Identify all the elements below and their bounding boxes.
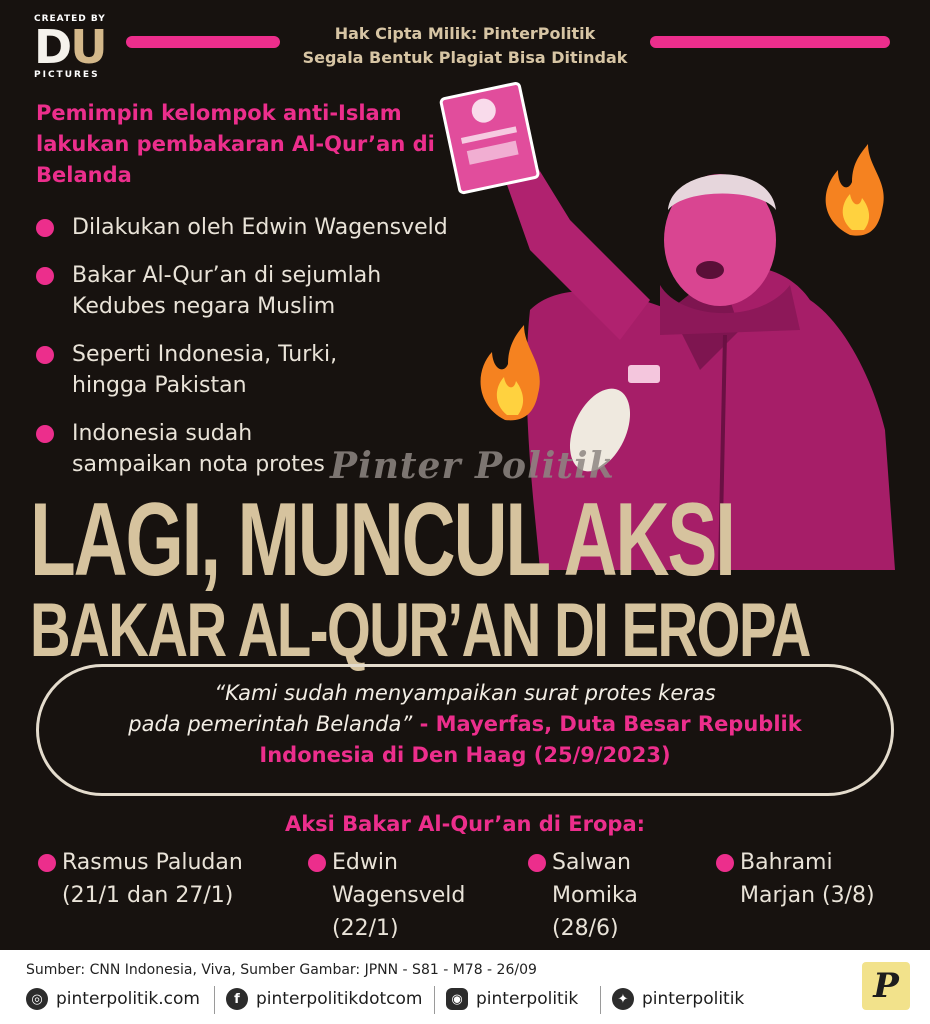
pinterpolitik-watermark: Pinter Politik: [330, 445, 615, 487]
europe-item-line: (28/6): [552, 916, 619, 941]
bullet-dot: [36, 219, 54, 237]
europe-item-line: Wagensveld: [332, 883, 466, 908]
quote-line1: “Kami sudah menyampaikan surat protes keras: [214, 681, 716, 705]
quran-book: [440, 83, 538, 194]
logo-mark: [34, 20, 114, 74]
europe-item-line: (22/1): [332, 916, 399, 941]
europe-item: [38, 846, 278, 912]
bullet-dot: [308, 854, 326, 872]
du-pictures-logo: [34, 14, 114, 86]
bullet-text: Dilakukan oleh Edwin Wagensveld: [72, 215, 448, 240]
quote-text: [60, 678, 870, 771]
social-twitter[interactable]: [612, 988, 744, 1010]
facebook-icon: f: [226, 988, 248, 1010]
bullet-item: [36, 212, 496, 243]
footer-divider: [214, 986, 215, 1014]
source-credits: Sumber: CNN Indonesia, Viva, Sumber Gambar: JPNN - S81 - M78 - 26/09: [26, 962, 537, 978]
twitter-icon: ✦: [612, 988, 634, 1010]
social-label: pinterpolitikdotcom: [256, 989, 423, 1009]
copyright-line1: Hak Cipta Milik: PinterPolitik: [334, 24, 596, 43]
copyright-notice: [280, 22, 650, 70]
europe-item-line: Marjan (3/8): [740, 883, 875, 908]
quote-line2-italic: pada pemerintah Belanda”: [128, 712, 413, 736]
bullet-text: Bakar Al-Qur’an di sejumlah: [72, 263, 382, 288]
social-label: pinterpolitik: [476, 989, 579, 1009]
europe-item-line: Rasmus Paludan: [62, 850, 243, 875]
bullet-item: [36, 339, 496, 401]
bullet-item: [36, 260, 496, 322]
footer-divider: [434, 986, 435, 1014]
bullet-text: Seperti Indonesia, Turki,: [72, 342, 338, 367]
bullet-dot: [36, 425, 54, 443]
europe-item-line: Momika: [552, 883, 638, 908]
quote-attribution: - Mayerfas, Duta Besar Republik: [412, 712, 802, 736]
headline-line2: BAKAR AL-QUR’AN DI EROPA: [30, 588, 810, 673]
logo-mark-u: U: [70, 20, 106, 74]
bullet-text: hingga Pakistan: [72, 373, 247, 398]
headline-line1: LAGI, MUNCUL AKSI: [30, 482, 734, 598]
bullet-dot: [36, 267, 54, 285]
social-website[interactable]: [26, 988, 200, 1010]
logo-mark-d: D: [34, 20, 71, 74]
social-instagram[interactable]: [446, 988, 578, 1010]
bullet-dot: [716, 854, 734, 872]
copyright-line2: Segala Bentuk Plagiat Bisa Ditindak: [302, 48, 628, 67]
quote-attribution-line2: Indonesia di Den Haag (25/9/2023): [259, 743, 671, 767]
bullet-text: Indonesia sudah: [72, 421, 253, 446]
pinterpolitik-logo: P: [862, 962, 910, 1010]
instagram-icon: ◉: [446, 988, 468, 1010]
bullet-text: Kedubes negara Muslim: [72, 294, 336, 319]
europe-list-title: Aksi Bakar Al-Qur’an di Eropa:: [284, 812, 646, 836]
bullet-dot: [528, 854, 546, 872]
footer-divider: [600, 986, 601, 1014]
intro-text: Pemimpin kelompok anti-Islam lakukan pembakaran Al-Qur’an di Belanda: [36, 101, 435, 187]
header-bar-right: [650, 36, 890, 48]
headline: [30, 482, 900, 673]
europe-item-line: Salwan: [552, 850, 631, 875]
logo-top-text: CREATED BY: [34, 14, 106, 24]
bullet-dot: [38, 854, 56, 872]
europe-item: [308, 846, 508, 945]
social-facebook[interactable]: [226, 988, 422, 1010]
header-bar-left: [126, 36, 280, 48]
social-label: pinterpolitik.com: [56, 989, 200, 1009]
bullet-text: sampaikan nota protes: [72, 452, 325, 477]
bullet-dot: [36, 346, 54, 364]
europe-item-line: Edwin: [332, 850, 398, 875]
logo-bottom-text: PICTURES: [34, 70, 100, 80]
web-icon: ◎: [26, 988, 48, 1010]
europe-item: [716, 846, 906, 912]
europe-item: [528, 846, 698, 945]
fire-icon-right: [826, 144, 884, 236]
social-label: pinterpolitik: [642, 989, 745, 1009]
europe-item-line: (21/1 dan 27/1): [62, 883, 234, 908]
europe-item-line: Bahrami: [740, 850, 833, 875]
